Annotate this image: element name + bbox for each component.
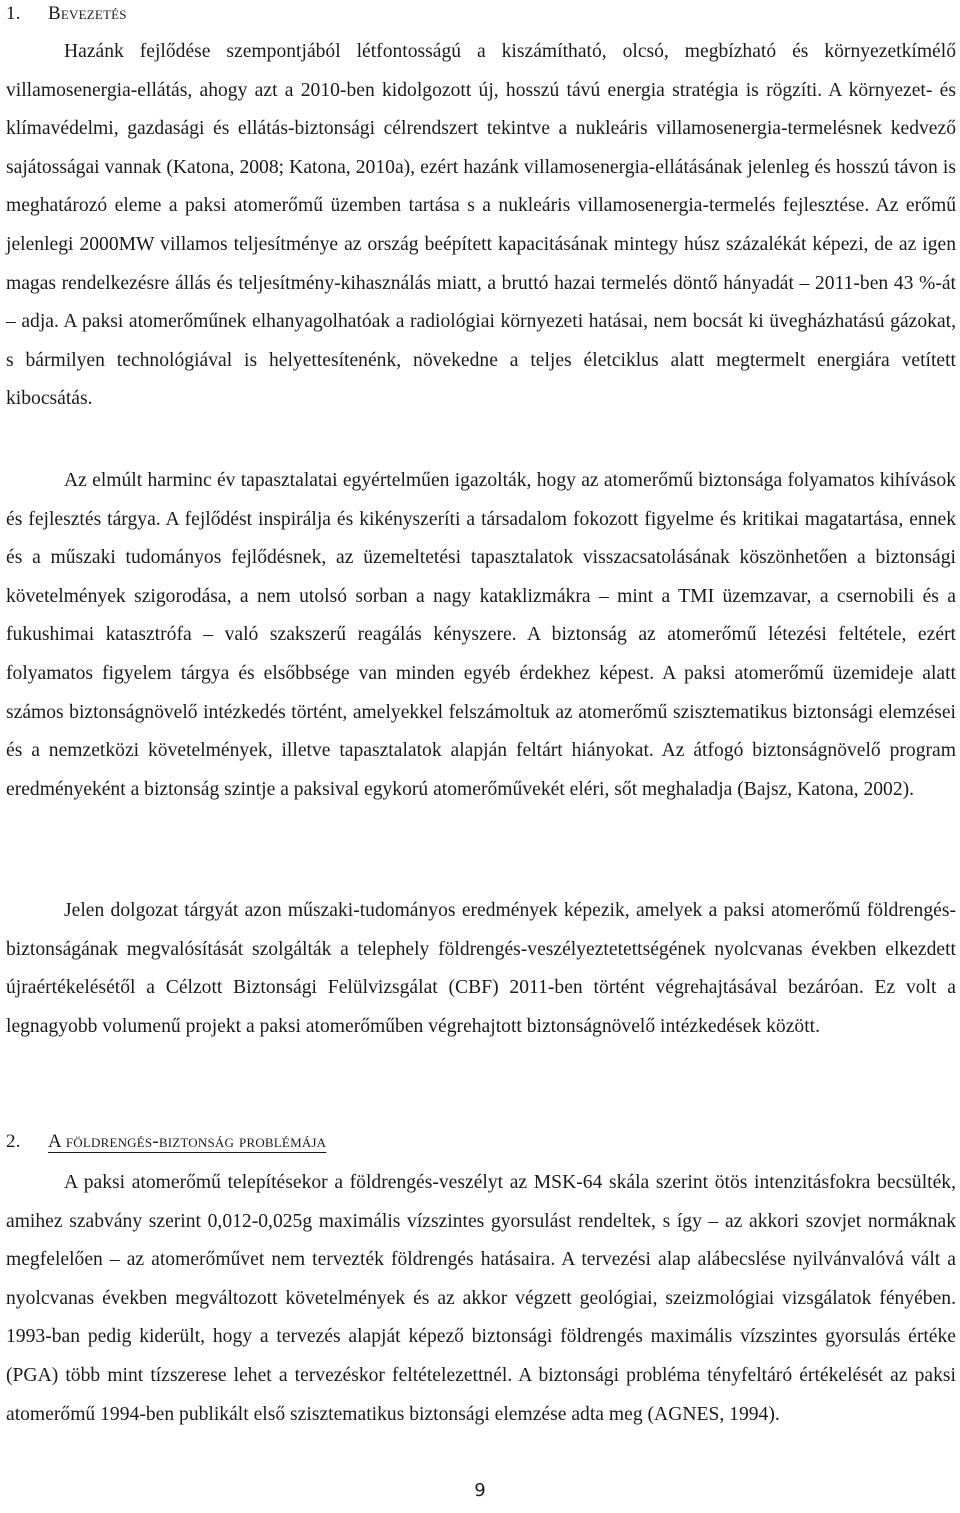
page-number: 9 (474, 1480, 486, 1501)
section-title: A földrengés-biztonság problémája (48, 1131, 327, 1152)
section-heading-2 (6, 1128, 326, 1156)
paragraph-seismic-problem: A paksi atomerőmű telepítésekor a földrengés-veszélyt az MSK-64 skála szerint ötös intenzitásfokra becsülték, amihez szabvány szerint 0,012-0,025g maximális vízszintes gyorsulást rendeltek, s így – az akkori szovjet normáknak megfelelően – az atomerőművet nem tervezték földrengés hatásaira. A tervezési alap alábecslése nyilvánvalóvá vált a nyolcvanas években megváltozott követelmények és az akkor végzett geológiai, szeizmológiai vizsgálatok fényében. 1993-ban pedig kiderült, hogy a tervezés alapját képező biztonsági földrengés maximális vízszintes gyorsulás értéke (PGA) több mint tízszerese lehet a tervezéskor feltételezettnél. A biztonsági probléma tényfeltáró értékelését az paksi atomerőmű 1994-ben publikált első szisztematikus biztonsági elemzése adta meg (AGNES, 1994). (6, 1172, 956, 1425)
paragraph-intro: Hazánk fejlődése szempontjából létfontosságú a kiszámítható, olcsó, megbízható és környezetkímélő villamosenergia-ellátás, ahogy azt a 2010-ben kidolgozott új, hosszú távú energia stratégia is rögzíti. A környezet- és klímavédelmi, gazdasági és ellátás-biztonsági célrendszert tekintve a nukleáris villamosenergia-termelésnek kedvező sajátosságai vannak (Katona, 2008; Katona, 2010a), ezért hazánk villamosenergia-ellátásának jelenleg és hosszú távon is meghatározó eleme a paksi atomerőmű üzemben tartása s a nukleáris villamosenergia-termelés fejlesztése. Az erőmű jelenlegi 2000MW villamos teljesítménye az ország beépített kapacitásának mintegy húsz százalékát képezi, de az igen magas rendelkezésre állás és teljesítmény-kihasználás miatt, a bruttó hazai termelés döntő hányadát – 2011-ben 43 %-át – adja. A paksi atomerőműnek elhanyagolhatóak a radiológiai környezeti hatásai, nem bocsát ki üvegházhatású gázokat, s bármilyen technológiával is helyettesítenénk, növekedne a teljes életciklus alatt megtermelt energiára vetített kibocsátás. (6, 41, 956, 410)
paragraph-safety-experience: Az elmúlt harminc év tapasztalatai egyértelműen igazolták, hogy az atomerőmű biztonsága folyamatos kihívások és fejlesztés tárgya. A fejlődést inspirálja és kikényszeríti a társadalom fokozott figyelme és kritikai magatartása, ennek és a műszaki tudományos fejlődésnek, az üzemeltetési tapasztalatok visszacsatolásának köszönhetően a biztonsági követelmények szigorodása, a nem utolsó sorban a nagy kataklizmákra – mint a TMI üzemzavar, a csernobili és a fukushimai katasztrófa – való szakszerű reagálás kényszere. A biztonság az atomerőmű létezési feltétele, ezért folyamatos figyelem tárgya és elsőbbsége van minden egyéb érdekhez képest. A paksi atomerőmű üzemideje alatt számos biztonságnövelő intézkedés történt, amelyekkel felszámoltuk az atomerőmű szisztematikus biztonsági elemzései és a nemzetközi követelmények, illetve tapasztalatok alapján feltárt hiányokat. Az átfogó biztonságnövelő program eredményeként a biztonság szintje a paksival egykorú atomerőművekét eléri, sőt meghaladja (Bajsz, Katona, 2002). (6, 470, 956, 800)
section-number: 1. (6, 3, 21, 24)
section-title: Bevezetés (48, 3, 127, 24)
paragraph-thesis-subject: Jelen dolgozat tárgyát azon műszaki-tudományos eredmények képezik, amelyek a paksi atomerőmű földrengés-biztonságának megvalósítását szolgálták a telephely földrengés-veszélyeztetettségének nyolcvanas években elkezdett újraértékelésétől a Célzott Biztonsági Felülvizsgálat (CBF) 2011-ben történt végrehajtásával bezáróan. Ez volt a legnagyobb volumenű projekt a paksi atomerőműben végrehajtott biztonságnövelő intézkedések között. (6, 900, 956, 1037)
section-number: 2. (6, 1131, 21, 1152)
section-heading-1 (6, 0, 127, 28)
